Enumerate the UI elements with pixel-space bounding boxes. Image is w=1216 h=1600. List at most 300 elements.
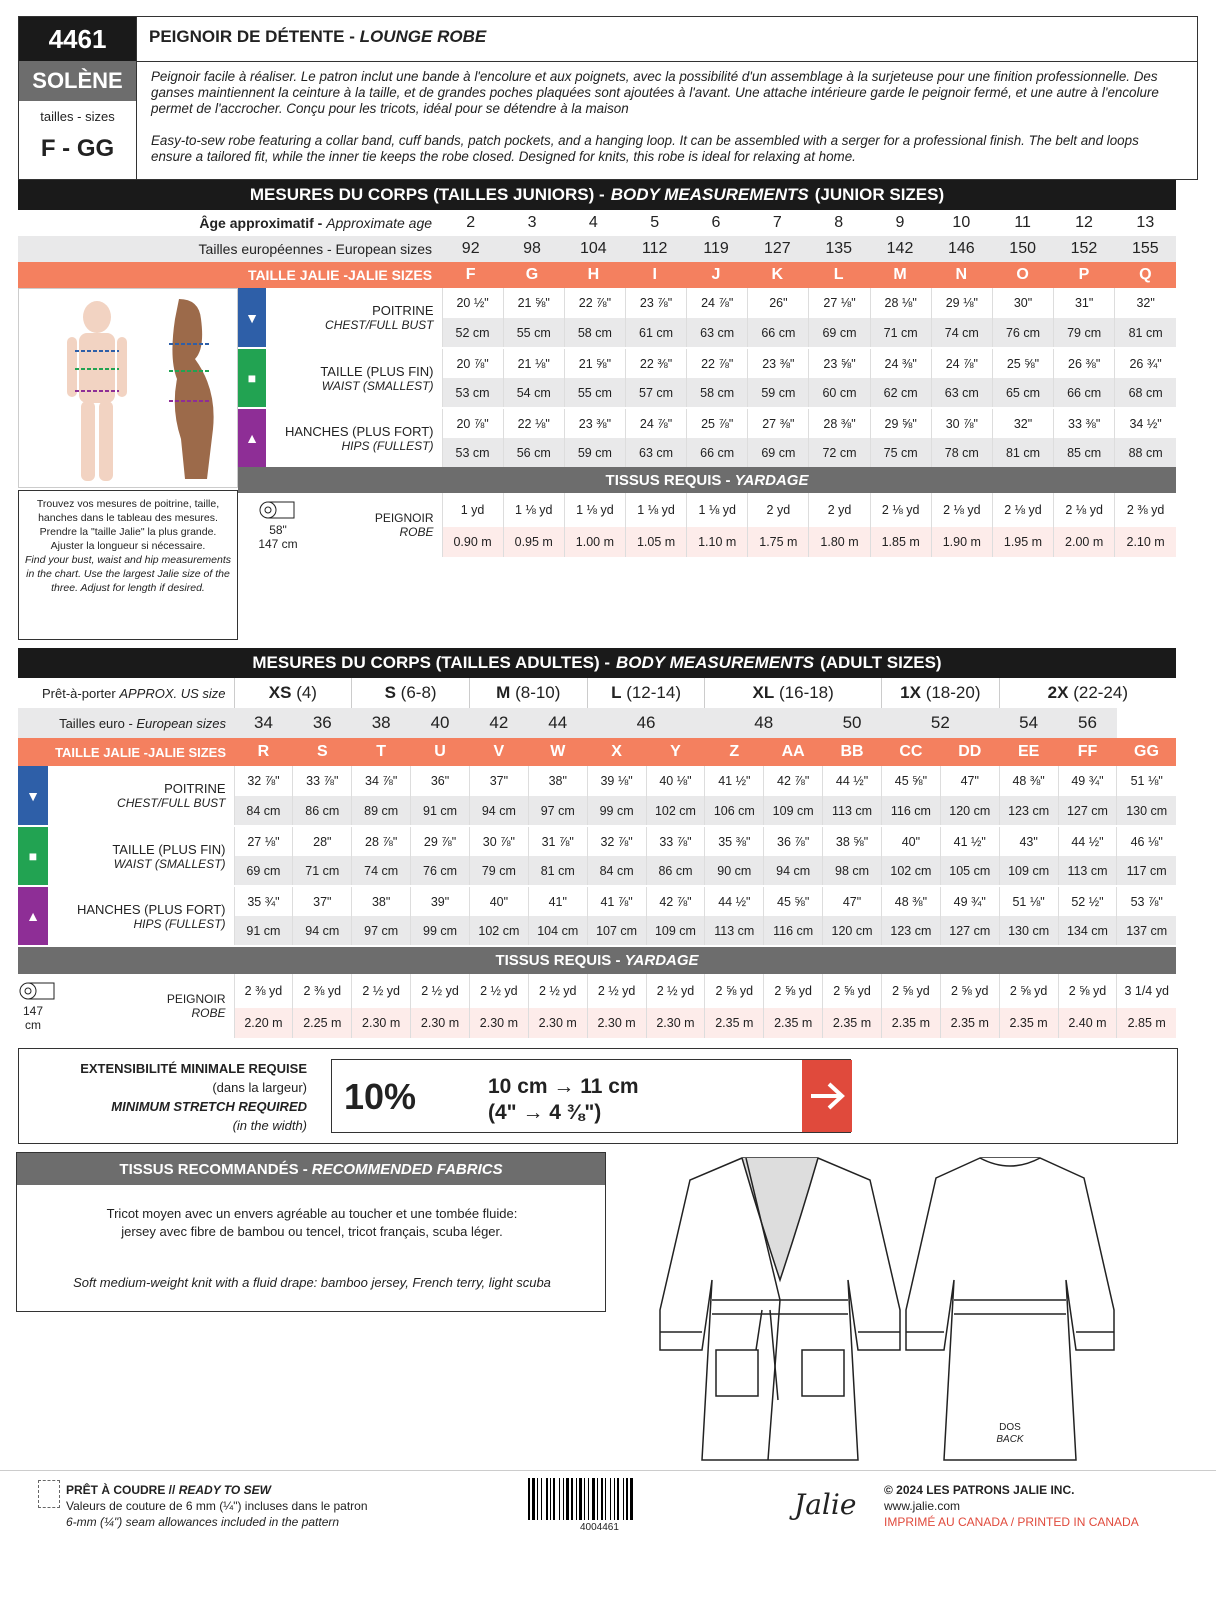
chest-inch-cell: 37" xyxy=(469,766,528,796)
hips-inch-cell: 39" xyxy=(411,886,470,916)
jalie-size-cell: P xyxy=(1078,266,1090,283)
chest-cm-cell: 106 cm xyxy=(705,796,764,826)
chest-inch-cell: 32" xyxy=(1115,288,1176,318)
jalie-size-cell: O xyxy=(1016,266,1029,283)
jalie-size-cell: F xyxy=(465,266,476,283)
hips-inch-cell: 53 ⅞" xyxy=(1117,886,1176,916)
yardage-yd-cell: 2 yd xyxy=(748,493,809,527)
chest-cm-cell: 52 cm xyxy=(442,318,503,348)
minimum-stretch-panel xyxy=(18,1048,1178,1144)
copyright-block: © 2024 LES PATRONS JALIE INC. www.jalie.com IMPRIMÉ AU CANADA / PRINTED IN CANADA xyxy=(884,1483,1139,1529)
age-row xyxy=(18,210,1176,236)
fabric-roll-icon: 147 cm xyxy=(18,974,48,1038)
barcode-bar xyxy=(571,1478,573,1520)
yardage-m-cell: 2.35 m xyxy=(881,1008,940,1038)
chest-cm-cell: 69 cm xyxy=(809,318,870,348)
adult-euro-row xyxy=(18,708,1176,738)
stretch-label: EXTENSIBILITÉ MINIMALE REQUISE (dans la largeur) MINIMUM STRETCH REQUIRED (in the width) xyxy=(80,1061,307,1133)
pattern-header xyxy=(18,16,1198,180)
hips-inch-cell: 41 ⅞" xyxy=(587,886,646,916)
yardage-yd-cell: 2 ½ yd xyxy=(411,974,470,1008)
waist-cm-cell: 102 cm xyxy=(881,856,940,886)
adult-measurements-bar: MESURES DU CORPS (TAILLES ADULTES) - BODY MEASUREMENTS (ADULT SIZES) xyxy=(18,648,1176,678)
yardage-m-cell: 2.30 m xyxy=(646,1008,705,1038)
adult-euro-cell: 52 xyxy=(930,713,950,732)
hips-row xyxy=(238,408,1176,438)
jalie-size-cell: N xyxy=(955,266,968,283)
adult-jalie-cell: FF xyxy=(1077,743,1098,760)
yardage-m-cell: 2.20 m xyxy=(234,1008,293,1038)
yardage-m-cell: 1.90 m xyxy=(931,527,992,557)
adult-jalie-label: TAILLE JALIE -JALIE SIZES xyxy=(55,744,227,760)
yardage-m-cell: 1.75 m xyxy=(748,527,809,557)
chest-cm-cell: 86 cm xyxy=(293,796,352,826)
waist-cm-cell: 79 cm xyxy=(469,856,528,886)
barcode-bar xyxy=(626,1478,628,1520)
waist-inch-cell: 26 ¾" xyxy=(1115,348,1176,378)
yardage-yd-cell: 2 ⅛ yd xyxy=(870,493,931,527)
hips-inch-cell: 27 ⅜" xyxy=(748,408,809,438)
barcode-bar xyxy=(617,1478,619,1520)
adult-euro-cell: 36 xyxy=(312,713,332,732)
fabric-roll-icon: 58" 147 cm xyxy=(238,493,318,557)
rtw-size-cell: 1X (18-20) xyxy=(881,678,999,708)
euro-size-cell: 155 xyxy=(1131,240,1159,257)
yardage-m-cell: 2.00 m xyxy=(1054,527,1115,557)
adult-jalie-cell: DD xyxy=(958,743,982,760)
waist-cm-cell: 71 cm xyxy=(293,856,352,886)
junior-measure-rows xyxy=(238,288,1176,469)
waist-cm-cell: 59 cm xyxy=(748,378,809,408)
robe-label: PEIGNOIR ROBE xyxy=(166,992,226,1020)
chest-row xyxy=(18,766,1176,796)
yardage-m-cell: 2.35 m xyxy=(705,1008,764,1038)
waist-inch-cell: 38 ⅝" xyxy=(823,826,882,856)
yardage-yd-cell: 2 ⅝ yd xyxy=(764,974,823,1008)
yardage-m-cell: 2.85 m xyxy=(1117,1008,1176,1038)
fabrics-fr: Tricot moyen avec un envers agréable au toucher et une tombée fluide: jersey avec fibre de bambou ou tencel, tricot français, scuba léger. xyxy=(106,1206,518,1239)
yardage-yd-cell: 2 ⅝ yd xyxy=(940,974,999,1008)
hips-cm-cell: 69 cm xyxy=(748,438,809,468)
euro-size-cell: 127 xyxy=(763,240,791,257)
chest-cm-cell: 81 cm xyxy=(1115,318,1176,348)
yardage-m-cell: 1.05 m xyxy=(625,527,686,557)
chest-cm-cell: 99 cm xyxy=(587,796,646,826)
hips-inch-cell: 48 ⅜" xyxy=(881,886,940,916)
jalie-size-cell: H xyxy=(587,266,600,283)
yardage-m-cell: 2.30 m xyxy=(352,1008,411,1038)
stretch-arrow-icon xyxy=(802,1060,852,1132)
ready-to-sew: PRÊT À COUDRE // READY TO SEW Valeurs de couture de 6 mm (¼") incluses dans le patron 6-mm (¼") seam allowances included in the pattern xyxy=(66,1483,368,1529)
waist-inch-cell: 46 ⅛" xyxy=(1117,826,1176,856)
euro-label: Tailles européennes - European sizes xyxy=(198,241,433,257)
junior-yardage-bar: TISSUS REQUIS - YARDAGE xyxy=(238,467,1176,493)
age-cell: 6 xyxy=(711,214,721,231)
yardage-m-cell: 1.95 m xyxy=(992,527,1053,557)
chest-cm-cell: 84 cm xyxy=(234,796,293,826)
description-en: Easy-to-sew robe featuring a collar band, cuff bands, patch pockets, and a hanging loop. It can be assembled with a serger for a professional finish. The belt and loops ensure a tailored fit, while the inner tie keeps the robe closed. Designed for knits, this robe is ideal for relaxing at home. xyxy=(151,133,1139,164)
adult-jalie-cell: R xyxy=(257,743,270,760)
euro-size-cell: 98 xyxy=(523,240,541,257)
age-cell: 9 xyxy=(895,214,905,231)
waist-inch-cell: 44 ½" xyxy=(1058,826,1117,856)
waist-inch-cell: 31 ⅞" xyxy=(528,826,587,856)
barcode-bar xyxy=(546,1478,548,1520)
chest-cm-cell: 97 cm xyxy=(528,796,587,826)
hips-cm-cell: 116 cm xyxy=(764,916,823,946)
waist-inch-cell: 25 ⅝" xyxy=(992,348,1053,378)
barcode-bar xyxy=(576,1478,577,1520)
hips-label: HANCHES (PLUS FORT) HIPS (FULLEST) xyxy=(284,423,434,453)
hips-cm-cell: 97 cm xyxy=(352,916,411,946)
rtw-size-cell: L (12-14) xyxy=(587,678,705,708)
chest-inch-cell: 48 ⅜" xyxy=(999,766,1058,796)
hips-cm-cell: 113 cm xyxy=(705,916,764,946)
barcode-bar xyxy=(559,1478,560,1520)
chest-inch-cell: 23 ⅞" xyxy=(625,288,686,318)
hips-cm-cell: 120 cm xyxy=(823,916,882,946)
pattern-name: SOLÈNE xyxy=(19,61,136,101)
yardage-yd-cell: 2 ⅝ yd xyxy=(881,974,940,1008)
description-fr: Peignoir facile à réaliser. Le patron inclut une bande à l'encolure et aux poignets, avec la possibilité d'un assemblage à la surjeteuse pour une finition professionnelle. Des ganses maintiennent la ceinture à la taille, et de grandes poches plaquées sont ajoutées à l'avant. Une attache intérieure garde le peignoir fermé, et une autre à l'encolure permet de l'accrocher. Conçu pour les tricots, idéal pour se détendre à la maison xyxy=(151,69,1159,116)
chest-cm-cell: 89 cm xyxy=(352,796,411,826)
yardage-yd-cell: 2 ⅝ yd xyxy=(823,974,882,1008)
adult-jalie-cell: T xyxy=(376,743,387,760)
yardage-m-cell: 1.85 m xyxy=(870,527,931,557)
euro-size-cell: 135 xyxy=(825,240,853,257)
hips-cm-cell: 137 cm xyxy=(1117,916,1176,946)
chest-cm-cell: 55 cm xyxy=(503,318,564,348)
adult-jalie-cell: S xyxy=(316,743,328,760)
hips-inch-cell: 42 ⅞" xyxy=(646,886,705,916)
barcode-bar xyxy=(532,1478,535,1520)
chest-inch-cell: 39 ⅛" xyxy=(587,766,646,796)
yardage-yd-cell: 2 ½ yd xyxy=(469,974,528,1008)
hips-cm-cell: 53 cm xyxy=(442,438,503,468)
chest-cm-cell: 123 cm xyxy=(999,796,1058,826)
yardage-m-cell: 2.10 m xyxy=(1115,527,1176,557)
waist-inch-cell: 26 ⅜" xyxy=(1054,348,1115,378)
euro-row xyxy=(18,236,1176,262)
rtw-size-cell: S (6-8) xyxy=(352,678,470,708)
hips-inch-cell: 22 ⅛" xyxy=(503,408,564,438)
adult-jalie-cell: V xyxy=(493,743,505,760)
hips-inch-cell: 24 ⅞" xyxy=(625,408,686,438)
chest-inch-cell: 20 ½" xyxy=(442,288,503,318)
chest-cm-cell: 130 cm xyxy=(1117,796,1176,826)
yardage-yd-cell: 1 ⅛ yd xyxy=(564,493,625,527)
waist-inch-cell: 30 ⅞" xyxy=(469,826,528,856)
euro-size-cell: 150 xyxy=(1009,240,1036,257)
age-cell: 5 xyxy=(650,214,660,231)
barcode-number: 4004461 xyxy=(580,1522,619,1533)
hips-cm-cell: 78 cm xyxy=(931,438,992,468)
robe-front-drawing xyxy=(650,1150,910,1468)
adult-jalie-cell: U xyxy=(434,743,446,760)
chest-cm-cell: 71 cm xyxy=(870,318,931,348)
chest-marker-icon: ▼ xyxy=(18,766,48,826)
yardage-yd-cell: 1 ⅛ yd xyxy=(625,493,686,527)
adult-euro-cell: 34 xyxy=(253,713,273,732)
waist-cm-cell: 109 cm xyxy=(999,856,1058,886)
pattern-number: 4461 xyxy=(19,17,136,61)
title-fr: PEIGNOIR DE DÉTENTE - xyxy=(149,27,360,46)
yardage-m-cell: 1.00 m xyxy=(564,527,625,557)
hips-cm-cell: 63 cm xyxy=(625,438,686,468)
yardage-m-cell: 2.35 m xyxy=(823,1008,882,1038)
size-range: F - GG xyxy=(40,135,115,162)
stretch-values: 10 cm → 11 cm (4" → 4 ⅜") xyxy=(488,1075,639,1124)
waist-inch-cell: 32 ⅞" xyxy=(587,826,646,856)
adult-euro-cell: 46 xyxy=(636,713,656,732)
junior-measurements-bar xyxy=(18,180,1176,210)
barcode-bar xyxy=(563,1478,564,1520)
sizes-label: tailles - sizes xyxy=(40,109,115,124)
jalie-size-cell: K xyxy=(771,266,784,283)
jalie-size-label: TAILLE JALIE -JALIE SIZES xyxy=(247,267,433,283)
chest-inch-cell: 30" xyxy=(992,288,1053,318)
age-cell: 10 xyxy=(952,214,971,231)
waist-cm-cell: 63 cm xyxy=(931,378,992,408)
euro-size-cell: 146 xyxy=(947,240,975,257)
body-figure-icon xyxy=(19,289,237,487)
header-divider xyxy=(136,17,137,181)
hips-inch-cell: 52 ½" xyxy=(1058,886,1117,916)
barcode-bar xyxy=(630,1478,633,1520)
chest-inch-cell: 34 ⅞" xyxy=(352,766,411,796)
yardage-yd-cell: 2 yd xyxy=(809,493,870,527)
adult-yardage-bar: TISSUS REQUIS - YARDAGE xyxy=(18,946,1176,974)
yardage-m-cell: 2.35 m xyxy=(764,1008,823,1038)
junior-bar-en: BODY MEASUREMENTS xyxy=(610,185,809,204)
chest-marker-icon: ▼ xyxy=(238,288,266,348)
hips-cm-cell: 72 cm xyxy=(809,438,870,468)
hips-inch-cell: 51 ⅛" xyxy=(999,886,1058,916)
waist-cm-cell: 66 cm xyxy=(1054,378,1115,408)
waist-row xyxy=(18,826,1176,856)
barcode-bar xyxy=(601,1478,603,1520)
adult-euro-cell: 56 xyxy=(1078,713,1097,732)
adult-euro-cell: 38 xyxy=(371,713,391,732)
jalie-size-row xyxy=(18,262,1176,288)
rtw-label: Prêt-à-porter APPROX. US size xyxy=(42,685,226,701)
yardage-m-cell: 0.95 m xyxy=(503,527,564,557)
hips-label: HANCHES (PLUS FORT) HIPS (FULLEST) xyxy=(76,901,226,931)
yardage-yd-cell: 1 ⅛ yd xyxy=(503,493,564,527)
rtw-size-cell: 2X (22-24) xyxy=(999,678,1176,708)
yardage-yd-cell: 2 ⅝ yd xyxy=(999,974,1058,1008)
pattern-title xyxy=(149,27,486,47)
adult-jalie-cell: BB xyxy=(840,743,864,760)
adult-jalie-cell: X xyxy=(611,743,622,760)
waist-cm-cell: 69 cm xyxy=(234,856,293,886)
yardage-yd-cell: 2 ⅝ yd xyxy=(1058,974,1117,1008)
hips-cm-cell: 88 cm xyxy=(1115,438,1176,468)
robe-label: PEIGNOIR ROBE xyxy=(374,511,434,539)
chest-cm-cell: 127 cm xyxy=(1058,796,1117,826)
yardage-yd-row xyxy=(18,974,1176,1008)
title-en: LOUNGE ROBE xyxy=(359,27,487,46)
age-cell: 7 xyxy=(772,214,782,231)
rtw-size-cell: XS (4) xyxy=(234,678,352,708)
hips-cm-cell: 102 cm xyxy=(469,916,528,946)
hips-cm-cell: 104 cm xyxy=(528,916,587,946)
chest-inch-cell: 29 ⅛" xyxy=(931,288,992,318)
back-label: DOS BACK xyxy=(996,1422,1024,1445)
age-cell: 11 xyxy=(1014,214,1031,231)
hips-cm-cell: 107 cm xyxy=(587,916,646,946)
chest-cm-cell: 76 cm xyxy=(992,318,1053,348)
waist-row xyxy=(238,348,1176,378)
jalie-size-cell: I xyxy=(652,266,657,283)
chest-inch-cell: 51 ⅛" xyxy=(1117,766,1176,796)
waist-cm-cell: 54 cm xyxy=(503,378,564,408)
chest-inch-cell: 31" xyxy=(1054,288,1115,318)
hips-inch-cell: 34 ½" xyxy=(1115,408,1176,438)
adult-jalie-cell: AA xyxy=(781,743,805,760)
hips-inch-cell: 35 ¾" xyxy=(234,886,293,916)
hips-cm-cell: 66 cm xyxy=(687,438,748,468)
hips-cm-cell: 99 cm xyxy=(411,916,470,946)
yardage-m-cell: 2.35 m xyxy=(940,1008,999,1038)
waist-inch-cell: 23 ⅜" xyxy=(748,348,809,378)
hips-inch-cell: 29 ⅝" xyxy=(870,408,931,438)
chest-inch-cell: 49 ¾" xyxy=(1058,766,1117,796)
chest-inch-cell: 26" xyxy=(748,288,809,318)
waist-inch-cell: 23 ⅝" xyxy=(809,348,870,378)
chest-cm-cell: 63 cm xyxy=(687,318,748,348)
yardage-m-cell: 2.30 m xyxy=(469,1008,528,1038)
barcode-bar xyxy=(592,1478,595,1520)
yardage-yd-cell: 3 1/4 yd xyxy=(1117,974,1176,1008)
robe-back-drawing xyxy=(900,1150,1120,1468)
jalie-size-cell: L xyxy=(833,266,844,283)
chest-cm-cell: 102 cm xyxy=(646,796,705,826)
junior-bar-suffix: (JUNIOR SIZES) xyxy=(814,185,945,204)
waist-inch-cell: 28 ⅞" xyxy=(352,826,411,856)
waist-inch-cell: 36 ⅞" xyxy=(764,826,823,856)
hips-cm-cell: 123 cm xyxy=(881,916,940,946)
waist-inch-cell: 20 ⅞" xyxy=(442,348,503,378)
waist-cm-cell: 105 cm xyxy=(940,856,999,886)
waist-cm-cell: 76 cm xyxy=(411,856,470,886)
yardage-yd-cell: 2 ½ yd xyxy=(352,974,411,1008)
hips-inch-cell: 49 ¾" xyxy=(940,886,999,916)
hips-cm-cell: 85 cm xyxy=(1054,438,1115,468)
chest-inch-cell: 28 ⅛" xyxy=(870,288,931,318)
chest-cm-cell: 74 cm xyxy=(931,318,992,348)
yardage-m-cell: 0.90 m xyxy=(442,527,503,557)
rtw-row xyxy=(18,678,1176,708)
chest-cm-cell: 113 cm xyxy=(823,796,882,826)
euro-size-cell: 152 xyxy=(1070,240,1098,257)
adult-size-table xyxy=(18,678,1176,1038)
chest-cm-cell: 66 cm xyxy=(748,318,809,348)
hips-cm-cell: 134 cm xyxy=(1058,916,1117,946)
yardage-m-cell: 1.80 m xyxy=(809,527,870,557)
junior-yardage-table xyxy=(238,493,1176,557)
adult-jalie-cell: W xyxy=(550,743,566,760)
chest-cm-cell: 61 cm xyxy=(625,318,686,348)
hips-marker-icon: ▲ xyxy=(238,408,266,468)
waist-label: TAILLE (PLUS FIN) WAIST (SMALLEST) xyxy=(320,363,434,393)
adult-jalie-cell: GG xyxy=(1134,743,1159,760)
yardage-yd-cell: 2 ⅜ yd xyxy=(293,974,352,1008)
yardage-m-cell: 1.10 m xyxy=(687,527,748,557)
hips-inch-cell: 33 ⅜" xyxy=(1054,408,1115,438)
hips-inch-cell: 25 ⅞" xyxy=(687,408,748,438)
hips-cm-cell: 56 cm xyxy=(503,438,564,468)
hips-cm-cell: 81 cm xyxy=(992,438,1053,468)
adult-euro-cell: 54 xyxy=(1019,713,1039,732)
waist-inch-cell: 21 ⅝" xyxy=(564,348,625,378)
age-cell: 3 xyxy=(527,214,537,231)
chest-inch-cell: 41 ½" xyxy=(705,766,764,796)
barcode-bar xyxy=(584,1478,585,1520)
euro-size-cell: 104 xyxy=(580,240,607,257)
jalie-size-cell: G xyxy=(525,266,539,283)
jalie-size-cell: M xyxy=(893,266,907,283)
instructions-fr: Trouvez vos mesures de poitrine, taille, hanches dans le tableau des mesures. Prendre la "taille Jalie" la plus grande. Ajuster la longueur si nécessaire. xyxy=(36,498,220,552)
yardage-yd-cell: 2 ⅝ yd xyxy=(705,974,764,1008)
recommended-fabrics-panel xyxy=(16,1152,606,1312)
hips-cm-cell: 130 cm xyxy=(999,916,1058,946)
yardage-yd-cell: 2 ½ yd xyxy=(587,974,646,1008)
hips-inch-cell: 38" xyxy=(352,886,411,916)
waist-cm-cell: 90 cm xyxy=(705,856,764,886)
hips-inch-cell: 28 ⅜" xyxy=(809,408,870,438)
waist-cm-cell: 58 cm xyxy=(687,378,748,408)
chest-cm-cell: 58 cm xyxy=(564,318,625,348)
chest-inch-cell: 45 ⅝" xyxy=(881,766,940,796)
yardage-m-cell: 2.30 m xyxy=(587,1008,646,1038)
chest-cm-cell: 109 cm xyxy=(764,796,823,826)
age-cell: 2 xyxy=(466,214,476,231)
fabrics-bar: TISSUS RECOMMANDÉS - RECOMMENDED FABRICS xyxy=(17,1153,605,1185)
waist-cm-cell: 60 cm xyxy=(809,378,870,408)
euro-size-cell: 142 xyxy=(886,240,914,257)
hips-inch-cell: 20 ⅞" xyxy=(442,408,503,438)
hips-inch-cell: 47" xyxy=(823,886,882,916)
barcode-bar xyxy=(623,1478,624,1520)
barcode-bar xyxy=(579,1478,582,1520)
header-divider-horizontal xyxy=(136,61,1198,62)
waist-inch-cell: 27 ⅛" xyxy=(234,826,293,856)
age-label: Âge approximatif - Approximate age xyxy=(199,215,433,231)
chest-inch-cell: 38" xyxy=(528,766,587,796)
stretch-percent: 10% xyxy=(344,1076,417,1117)
chest-cm-cell: 120 cm xyxy=(940,796,999,826)
age-cell: 12 xyxy=(1075,214,1093,231)
chest-inch-cell: 40 ⅛" xyxy=(646,766,705,796)
hips-cm-cell: 127 cm xyxy=(940,916,999,946)
measurement-instructions xyxy=(18,490,238,640)
waist-cm-cell: 98 cm xyxy=(823,856,882,886)
instructions-en: Find your bust, waist and hip measurements in the chart. Use the largest Jalie size of the three. Adjust for length if desired. xyxy=(24,554,232,594)
waist-inch-cell: 29 ⅞" xyxy=(411,826,470,856)
chest-inch-cell: 33 ⅞" xyxy=(293,766,352,796)
adult-euro-cell: 44 xyxy=(548,713,568,732)
waist-cm-cell: 84 cm xyxy=(587,856,646,886)
hips-cm-cell: 59 cm xyxy=(564,438,625,468)
hips-cm-cell: 91 cm xyxy=(234,916,293,946)
barcode-bar xyxy=(553,1478,555,1520)
barcode-bar xyxy=(541,1478,542,1520)
age-cell: 8 xyxy=(834,214,844,231)
yardage-m-cell: 2.30 m xyxy=(528,1008,587,1038)
barcode-bar xyxy=(610,1478,611,1520)
barcode-bar xyxy=(550,1478,551,1520)
